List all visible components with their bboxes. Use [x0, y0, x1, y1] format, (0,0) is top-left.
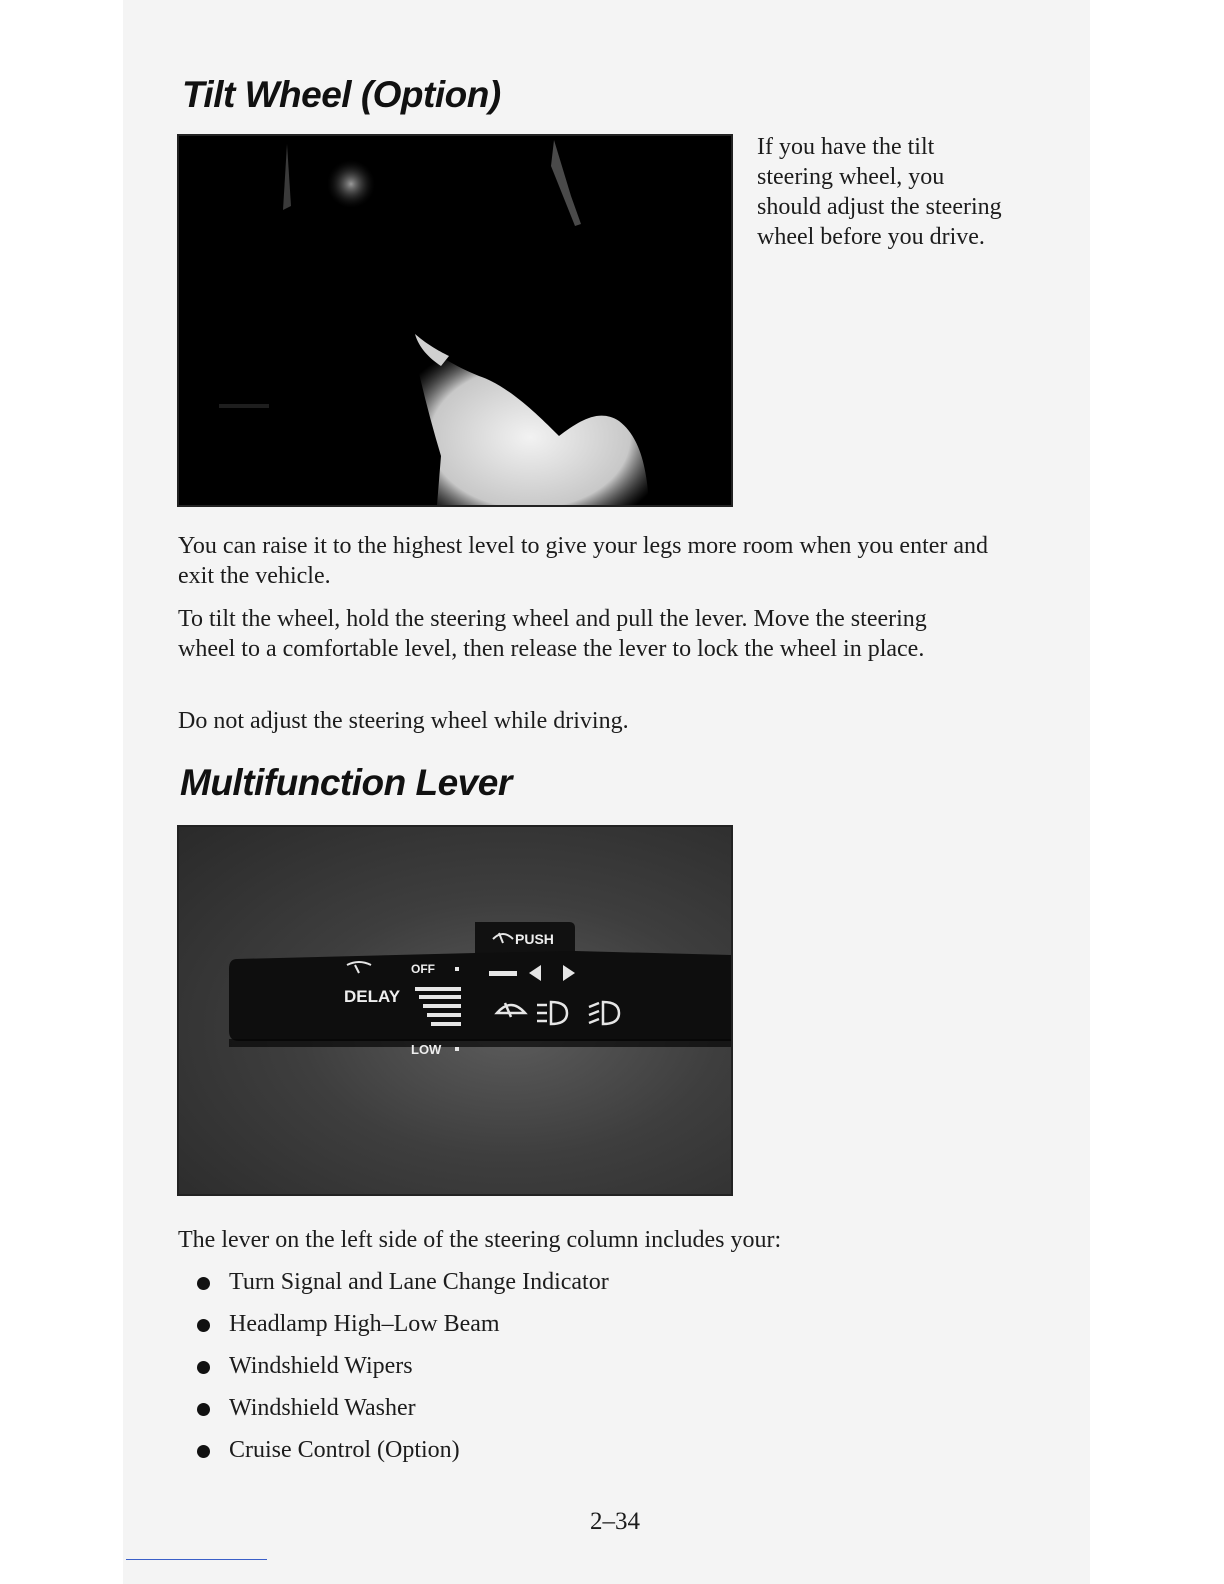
tilt-intro-text: If you have the tilt steering wheel, you should adjust the steering wheel before you drive.	[757, 134, 1002, 250]
lever-label-off: OFF	[411, 962, 435, 976]
tilt-wheel-heading: Tilt Wheel (Option)	[182, 74, 501, 115]
bullet-icon	[197, 1277, 210, 1290]
list-item	[196, 1435, 609, 1477]
tilt-paragraph-2: To tilt the wheel, hold the steering wheel and pull the lever. Move the steering wheel to a comfortable level, then release the lever to lock the wheel in place.	[178, 606, 927, 662]
tilt-wheel-illustration	[179, 136, 731, 505]
bullet-icon	[197, 1361, 210, 1374]
list-item-label: Headlamp High–Low Beam	[229, 1311, 500, 1337]
lever-label-push: PUSH	[515, 931, 554, 947]
list-item-label: Cruise Control (Option)	[229, 1437, 460, 1463]
list-item	[196, 1351, 609, 1393]
tilt-wheel-photo	[177, 134, 733, 507]
lever-label-low: LOW	[411, 1042, 442, 1057]
list-item	[196, 1393, 609, 1435]
list-item	[196, 1309, 609, 1351]
bottom-rule	[126, 1559, 267, 1560]
bullet-icon	[197, 1445, 210, 1458]
tilt-paragraph-1: You can raise it to the highest level to give your legs more room when you enter and exit the vehicle.	[178, 533, 989, 589]
list-item-label: Windshield Washer	[229, 1395, 416, 1421]
multifunction-lever-photo	[177, 825, 733, 1196]
list-item-label: Turn Signal and Lane Change Indicator	[229, 1269, 609, 1295]
tilt-paragraph-3: Do not adjust the steering wheel while driving.	[178, 708, 629, 734]
lever-features-list	[196, 1267, 609, 1477]
lever-illustration	[179, 827, 731, 1194]
list-item	[196, 1267, 609, 1309]
bullet-icon	[197, 1319, 210, 1332]
lever-label-delay: DELAY	[344, 987, 401, 1006]
multifunction-lever-heading: Multifunction Lever	[180, 762, 512, 803]
lever-intro-text: The lever on the left side of the steering column includes your:	[178, 1227, 782, 1253]
page-number: 2–34	[590, 1508, 640, 1535]
bullet-icon	[197, 1403, 210, 1416]
list-item-label: Windshield Wipers	[229, 1353, 413, 1379]
